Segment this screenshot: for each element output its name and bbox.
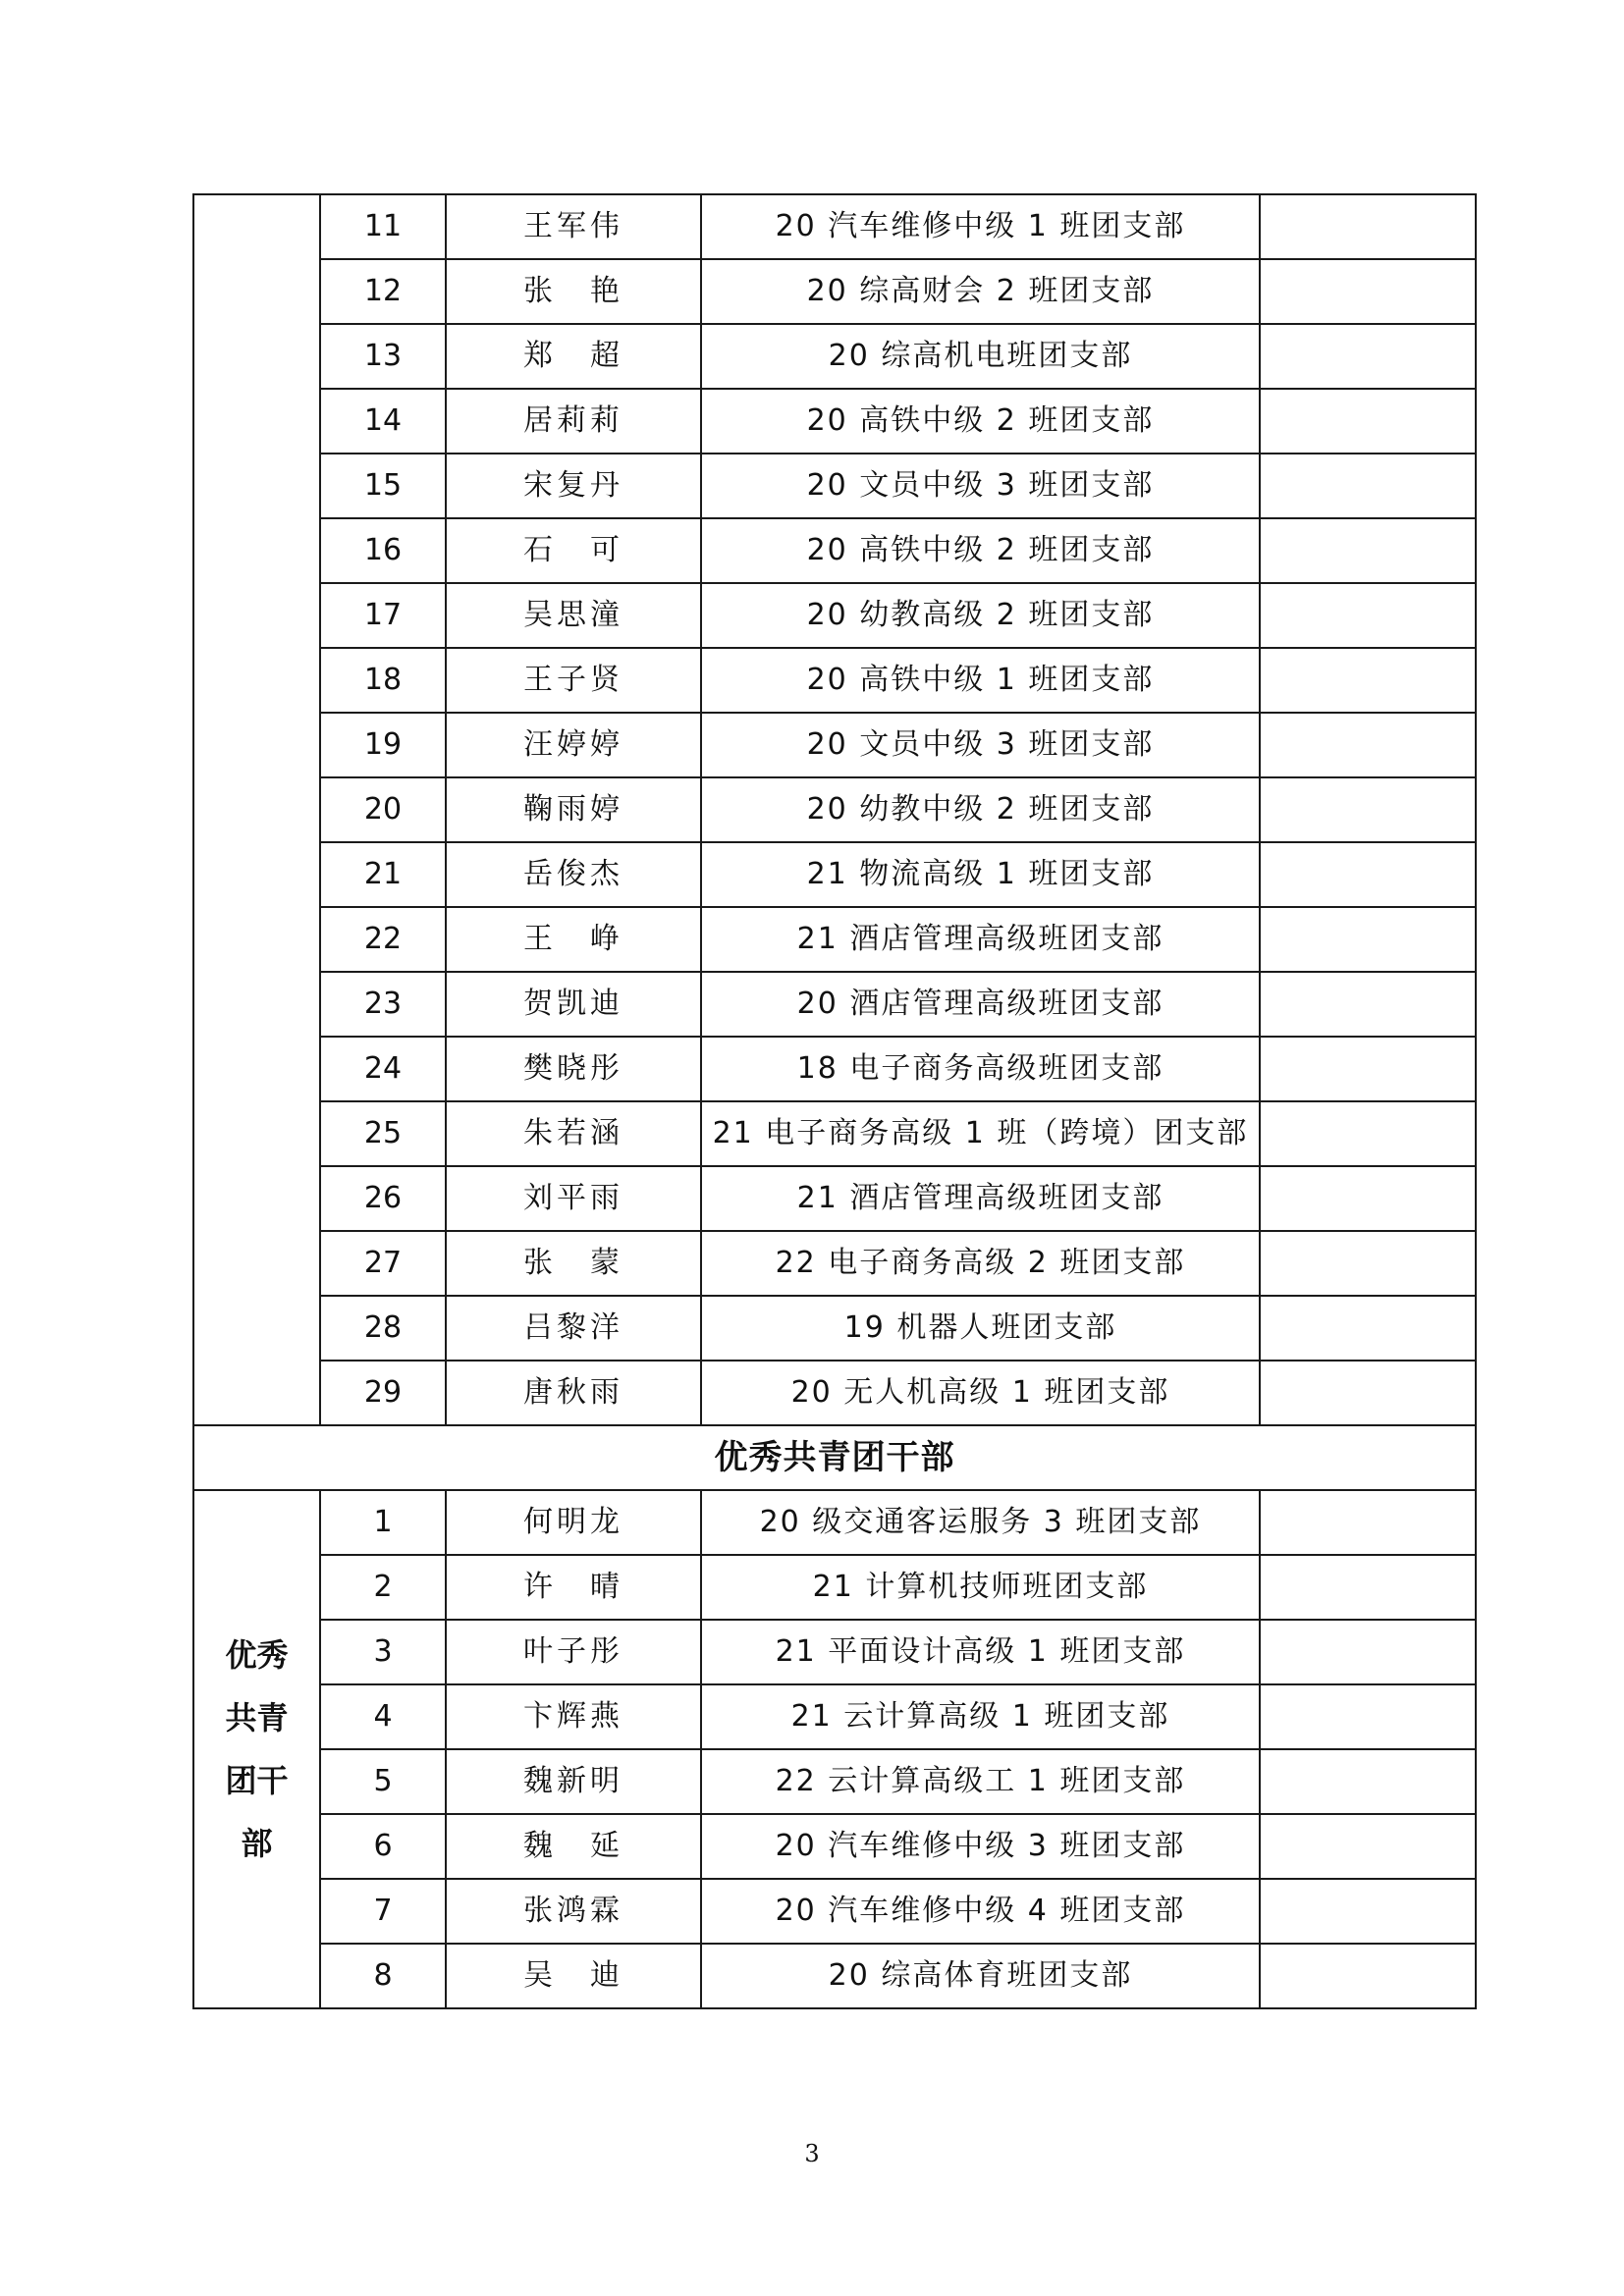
- remark-cell: [1260, 1166, 1476, 1231]
- table-row: [193, 1555, 1476, 1620]
- table-row: [193, 1361, 1476, 1425]
- league-branch: 20 幼教中级 2 班团支部: [701, 777, 1260, 842]
- row-number: 22: [320, 907, 446, 972]
- league-branch: 20 综高机电班团支部: [701, 324, 1260, 389]
- table-row: [193, 648, 1476, 713]
- league-branch: 20 文员中级 3 班团支部: [701, 454, 1260, 518]
- league-branch: 21 酒店管理高级班团支部: [701, 1166, 1260, 1231]
- league-branch: 21 云计算高级 1 班团支部: [701, 1684, 1260, 1749]
- table-row: [193, 1814, 1476, 1879]
- row-number: 18: [320, 648, 446, 713]
- row-number: 3: [320, 1620, 446, 1684]
- table-row: [193, 777, 1476, 842]
- remark-cell: [1260, 1684, 1476, 1749]
- person-name: 吴 迪: [446, 1944, 701, 2008]
- league-branch: 22 电子商务高级 2 班团支部: [701, 1231, 1260, 1296]
- row-number: 29: [320, 1361, 446, 1425]
- league-branch: 19 机器人班团支部: [701, 1296, 1260, 1361]
- person-name: 魏 延: [446, 1814, 701, 1879]
- league-branch: 21 物流高级 1 班团支部: [701, 842, 1260, 907]
- table-row: [193, 1879, 1476, 1944]
- row-number: 4: [320, 1684, 446, 1749]
- league-branch: 20 汽车维修中级 1 班团支部: [701, 194, 1260, 259]
- person-name: 张 蒙: [446, 1231, 701, 1296]
- remark-cell: [1260, 777, 1476, 842]
- table-row: [193, 1296, 1476, 1361]
- person-name: 许 晴: [446, 1555, 701, 1620]
- person-name: 贺凯迪: [446, 972, 701, 1037]
- league-branch: 21 酒店管理高级班团支部: [701, 907, 1260, 972]
- league-branch: 20 汽车维修中级 3 班团支部: [701, 1814, 1260, 1879]
- person-name: 樊晓彤: [446, 1037, 701, 1101]
- remark-cell: [1260, 1231, 1476, 1296]
- remark-cell: [1260, 842, 1476, 907]
- person-name: 叶子彤: [446, 1620, 701, 1684]
- remark-cell: [1260, 1037, 1476, 1101]
- table-row: [193, 1166, 1476, 1231]
- category-cell-outstanding-cadre-label: 优秀共青团干部: [225, 1636, 289, 1862]
- remark-cell: [1260, 1101, 1476, 1166]
- category-cell-outstanding-cadre: [193, 1490, 320, 2008]
- remark-cell: [1260, 1555, 1476, 1620]
- league-branch: 20 综高体育班团支部: [701, 1944, 1260, 2008]
- table-row: [193, 907, 1476, 972]
- league-branch: 21 电子商务高级 1 班（跨境）团支部: [701, 1101, 1260, 1166]
- row-number: 23: [320, 972, 446, 1037]
- league-branch: 20 高铁中级 1 班团支部: [701, 648, 1260, 713]
- person-name: 宋复丹: [446, 454, 701, 518]
- person-name: 王军伟: [446, 194, 701, 259]
- table-row: [193, 583, 1476, 648]
- row-number: 21: [320, 842, 446, 907]
- row-number: 27: [320, 1231, 446, 1296]
- remark-cell: [1260, 713, 1476, 777]
- table-row: [193, 842, 1476, 907]
- league-branch: 20 高铁中级 2 班团支部: [701, 518, 1260, 583]
- league-branch: 22 云计算高级工 1 班团支部: [701, 1749, 1260, 1814]
- league-branch: 21 平面设计高级 1 班团支部: [701, 1620, 1260, 1684]
- league-branch: 18 电子商务高级班团支部: [701, 1037, 1260, 1101]
- table-row: [193, 972, 1476, 1037]
- table-row: [193, 259, 1476, 324]
- league-branch: 20 无人机高级 1 班团支部: [701, 1361, 1260, 1425]
- person-name: 郑 超: [446, 324, 701, 389]
- row-number: 6: [320, 1814, 446, 1879]
- row-number: 13: [320, 324, 446, 389]
- row-number: 15: [320, 454, 446, 518]
- row-number: 19: [320, 713, 446, 777]
- section-title: 优秀共青团干部: [193, 1425, 1476, 1490]
- table-row: [193, 1490, 1476, 1555]
- remark-cell: [1260, 1361, 1476, 1425]
- person-name: 吕黎洋: [446, 1296, 701, 1361]
- remark-cell: [1260, 972, 1476, 1037]
- table-row: [193, 518, 1476, 583]
- league-branch: 20 幼教高级 2 班团支部: [701, 583, 1260, 648]
- honor-list-table: [192, 193, 1477, 2009]
- league-branch: 21 计算机技师班团支部: [701, 1555, 1260, 1620]
- table-row: [193, 1749, 1476, 1814]
- remark-cell: [1260, 1490, 1476, 1555]
- person-name: 王子贤: [446, 648, 701, 713]
- person-name: 卞辉燕: [446, 1684, 701, 1749]
- table-row: [193, 1944, 1476, 2008]
- row-number: 1: [320, 1490, 446, 1555]
- league-branch: 20 酒店管理高级班团支部: [701, 972, 1260, 1037]
- remark-cell: [1260, 324, 1476, 389]
- row-number: 28: [320, 1296, 446, 1361]
- person-name: 张鸿霖: [446, 1879, 701, 1944]
- table-row: [193, 713, 1476, 777]
- row-number: 5: [320, 1749, 446, 1814]
- table-row: [193, 1037, 1476, 1101]
- remark-cell: [1260, 648, 1476, 713]
- person-name: 石 可: [446, 518, 701, 583]
- league-branch: 20 文员中级 3 班团支部: [701, 713, 1260, 777]
- remark-cell: [1260, 194, 1476, 259]
- league-branch: 20 汽车维修中级 4 班团支部: [701, 1879, 1260, 1944]
- table-body: [193, 194, 1476, 2008]
- row-number: 12: [320, 259, 446, 324]
- row-number: 14: [320, 389, 446, 454]
- person-name: 唐秋雨: [446, 1361, 701, 1425]
- person-name: 刘平雨: [446, 1166, 701, 1231]
- table-row: [193, 1620, 1476, 1684]
- remark-cell: [1260, 1296, 1476, 1361]
- league-branch: 20 高铁中级 2 班团支部: [701, 389, 1260, 454]
- row-number: 16: [320, 518, 446, 583]
- row-number: 11: [320, 194, 446, 259]
- league-branch: 20 级交通客运服务 3 班团支部: [701, 1490, 1260, 1555]
- table-row: [193, 194, 1476, 259]
- row-number: 8: [320, 1944, 446, 2008]
- remark-cell: [1260, 1944, 1476, 2008]
- row-number: 26: [320, 1166, 446, 1231]
- row-number: 25: [320, 1101, 446, 1166]
- remark-cell: [1260, 583, 1476, 648]
- remark-cell: [1260, 389, 1476, 454]
- table-row: [193, 389, 1476, 454]
- league-branch: 20 综高财会 2 班团支部: [701, 259, 1260, 324]
- remark-cell: [1260, 1879, 1476, 1944]
- category-cell-continued: [193, 194, 320, 1425]
- table-row: [193, 1684, 1476, 1749]
- row-number: 7: [320, 1879, 446, 1944]
- table-row: [193, 1101, 1476, 1166]
- person-name: 朱若涵: [446, 1101, 701, 1166]
- person-name: 吴思潼: [446, 583, 701, 648]
- row-number: 2: [320, 1555, 446, 1620]
- remark-cell: [1260, 1814, 1476, 1879]
- person-name: 汪婷婷: [446, 713, 701, 777]
- person-name: 岳俊杰: [446, 842, 701, 907]
- person-name: 居莉莉: [446, 389, 701, 454]
- row-number: 24: [320, 1037, 446, 1101]
- person-name: 何明龙: [446, 1490, 701, 1555]
- row-number: 20: [320, 777, 446, 842]
- person-name: 王 峥: [446, 907, 701, 972]
- remark-cell: [1260, 454, 1476, 518]
- remark-cell: [1260, 518, 1476, 583]
- section-header-row: [193, 1425, 1476, 1490]
- remark-cell: [1260, 1749, 1476, 1814]
- row-number: 17: [320, 583, 446, 648]
- table-row: [193, 454, 1476, 518]
- person-name: 张 艳: [446, 259, 701, 324]
- page-number: 3: [804, 2140, 820, 2167]
- remark-cell: [1260, 259, 1476, 324]
- table-row: [193, 324, 1476, 389]
- person-name: 鞠雨婷: [446, 777, 701, 842]
- remark-cell: [1260, 907, 1476, 972]
- remark-cell: [1260, 1620, 1476, 1684]
- person-name: 魏新明: [446, 1749, 701, 1814]
- table-row: [193, 1231, 1476, 1296]
